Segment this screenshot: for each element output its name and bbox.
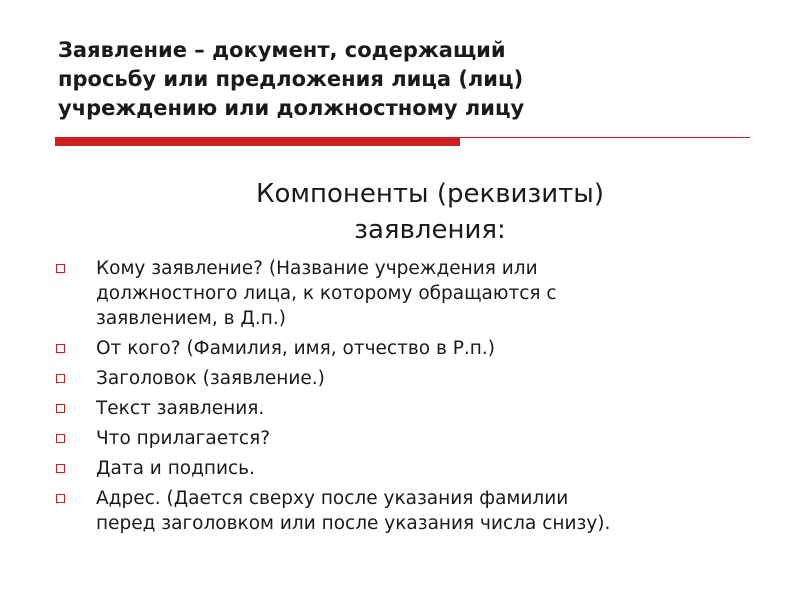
item-line: Заголовок (заявление.): [96, 368, 325, 389]
square-bullet-icon: [56, 494, 65, 503]
heading-line: заявления:: [354, 215, 506, 245]
list-item: [52, 426, 772, 451]
components-heading: [60, 176, 760, 248]
item-line: От кого? (Фамилия, имя, отчество в Р.п.): [96, 338, 495, 359]
square-bullet-icon: [56, 464, 65, 473]
square-bullet-icon: [56, 404, 65, 413]
item-line: перед заголовком или после указания числа снизу).: [96, 513, 611, 534]
list-item: [52, 256, 772, 331]
title-line: просьбу или предложения лица (лиц): [58, 67, 524, 91]
slide-title: [58, 36, 758, 123]
item-line: Что прилагается?: [96, 428, 271, 449]
item-line: Дата и подпись.: [96, 458, 255, 479]
item-line: Текст заявления.: [96, 398, 265, 419]
title-line: учреждению или должностному лицу: [58, 96, 525, 120]
square-bullet-icon: [56, 374, 65, 383]
heading-line: Компоненты (реквизиты): [256, 179, 604, 209]
square-bullet-icon: [56, 434, 65, 443]
item-line: Адрес. (Дается сверху после указания фамилии: [96, 488, 569, 509]
list-item: [52, 456, 772, 481]
square-bullet-icon: [56, 344, 65, 353]
list-item: [52, 486, 772, 536]
item-line: должностного лица, к которому обращаются с: [96, 283, 557, 304]
title-line: Заявление – документ, содержащий: [58, 38, 506, 62]
item-line: Кому заявление? (Название учреждения или: [96, 258, 538, 279]
title-divider-thick: [55, 138, 460, 146]
list-item: [52, 396, 772, 421]
components-list: [52, 256, 772, 541]
list-item: [52, 366, 772, 391]
square-bullet-icon: [56, 264, 65, 273]
item-line: заявлением, в Д.п.): [96, 308, 286, 329]
list-item: [52, 336, 772, 361]
